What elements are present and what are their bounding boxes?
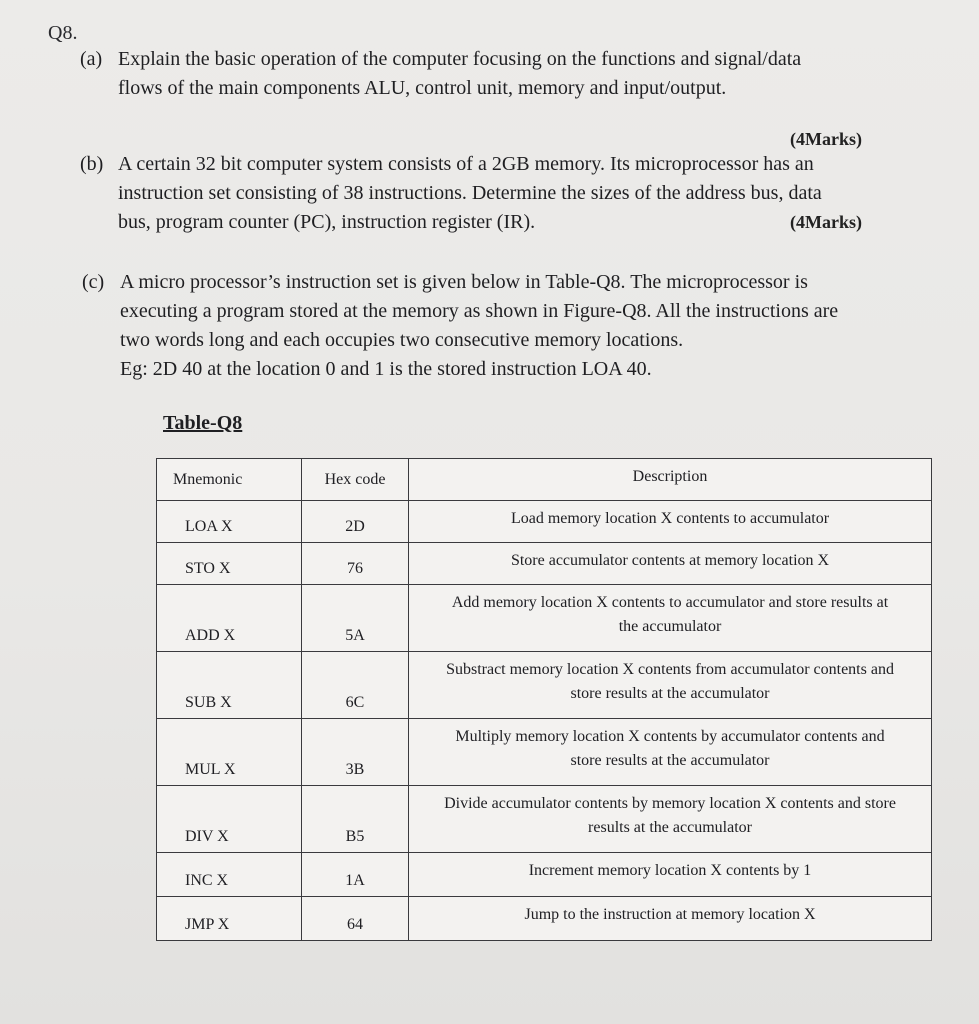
row-description <box>409 853 932 897</box>
header-mnemonic: Mnemonic <box>157 459 302 501</box>
row-description <box>409 652 932 719</box>
instruction-set-table <box>156 458 932 941</box>
part-a-line-2: flows of the main components ALU, control unit, memory and input/output. <box>118 77 727 99</box>
row-hex-code: 76 <box>302 543 409 585</box>
question-number: Q8. <box>48 22 78 44</box>
row-description-line-2: store results at the accumulator <box>570 685 770 702</box>
part-b-line-2: instruction set consisting of 38 instructions. Determine the sizes of the address bus, data <box>118 182 822 204</box>
row-description <box>409 719 932 786</box>
row-description-line-2: the accumulator <box>618 618 722 635</box>
table-row <box>157 786 932 853</box>
header-description: Description <box>409 459 932 501</box>
row-mnemonic: STO X <box>157 543 302 585</box>
part-c-line-3: two words long and each occupies two consecutive memory locations. <box>120 329 684 351</box>
row-description-line-1: Jump to the instruction at memory location X <box>524 906 816 923</box>
part-a <box>80 45 801 103</box>
row-description-line-1: Load memory location X contents to accumulator <box>510 510 830 527</box>
row-description-line-1: Store accumulator contents at memory location X <box>510 552 830 569</box>
table-row <box>157 853 932 897</box>
table-title: Table-Q8 <box>163 412 243 434</box>
part-b-line-1: A certain 32 bit computer system consists of a 2GB memory. Its microprocessor has an <box>118 153 814 175</box>
row-hex-code: 2D <box>302 501 409 543</box>
row-hex-code: B5 <box>302 786 409 853</box>
part-c-line-1: A micro processor’s instruction set is given below in Table-Q8. The microprocessor is <box>120 271 808 293</box>
table-row <box>157 719 932 786</box>
row-description <box>409 786 932 853</box>
table-row <box>157 501 932 543</box>
part-a-line-1: Explain the basic operation of the computer focusing on the functions and signal/data <box>118 48 802 70</box>
part-c-line-2: executing a program stored at the memory as shown in Figure-Q8. All the instructions are <box>120 300 839 322</box>
row-mnemonic: DIV X <box>157 786 302 853</box>
table-row <box>157 897 932 941</box>
table-row <box>157 585 932 652</box>
row-description-line-1: Add memory location X contents to accumulator and store results at <box>451 594 889 611</box>
row-description <box>409 897 932 941</box>
row-description-line-1: Divide accumulator contents by memory location X contents and store <box>444 795 896 812</box>
row-description-line-1: Increment memory location X contents by 1 <box>528 862 812 879</box>
row-description-line-2: results at the accumulator <box>588 819 752 836</box>
part-a-label: (a) <box>80 48 103 70</box>
row-description-line-2: store results at the accumulator <box>570 752 770 769</box>
row-mnemonic: INC X <box>157 853 302 897</box>
row-mnemonic: LOA X <box>157 501 302 543</box>
row-description <box>409 585 932 652</box>
row-description-line-1: Substract memory location X contents from accumulator contents and <box>446 661 894 678</box>
row-mnemonic: MUL X <box>157 719 302 786</box>
part-c-line-4: Eg: 2D 40 at the location 0 and 1 is the stored instruction LOA 40. <box>120 358 652 380</box>
row-hex-code: 5A <box>302 585 409 652</box>
row-hex-code: 3B <box>302 719 409 786</box>
row-mnemonic: JMP X <box>157 897 302 941</box>
row-hex-code: 1A <box>302 853 409 897</box>
row-description <box>409 501 932 543</box>
row-mnemonic: SUB X <box>157 652 302 719</box>
row-description <box>409 543 932 585</box>
table-row <box>157 652 932 719</box>
row-description-line-1: Multiply memory location X contents by accumulator contents and <box>455 728 885 745</box>
part-b-label: (b) <box>80 153 104 175</box>
header-hex-code: Hex code <box>302 459 409 501</box>
part-b-line-3: bus, program counter (PC), instruction register (IR). <box>118 211 536 233</box>
part-c <box>82 268 838 384</box>
row-mnemonic: ADD X <box>157 585 302 652</box>
table-header-row <box>157 459 932 501</box>
part-c-label: (c) <box>82 271 105 293</box>
table-row <box>157 543 932 585</box>
part-b <box>80 150 822 237</box>
row-hex-code: 6C <box>302 652 409 719</box>
part-b-marks: (4Marks) <box>790 212 862 232</box>
part-a-marks: (4Marks) <box>790 129 862 149</box>
row-hex-code: 64 <box>302 897 409 941</box>
